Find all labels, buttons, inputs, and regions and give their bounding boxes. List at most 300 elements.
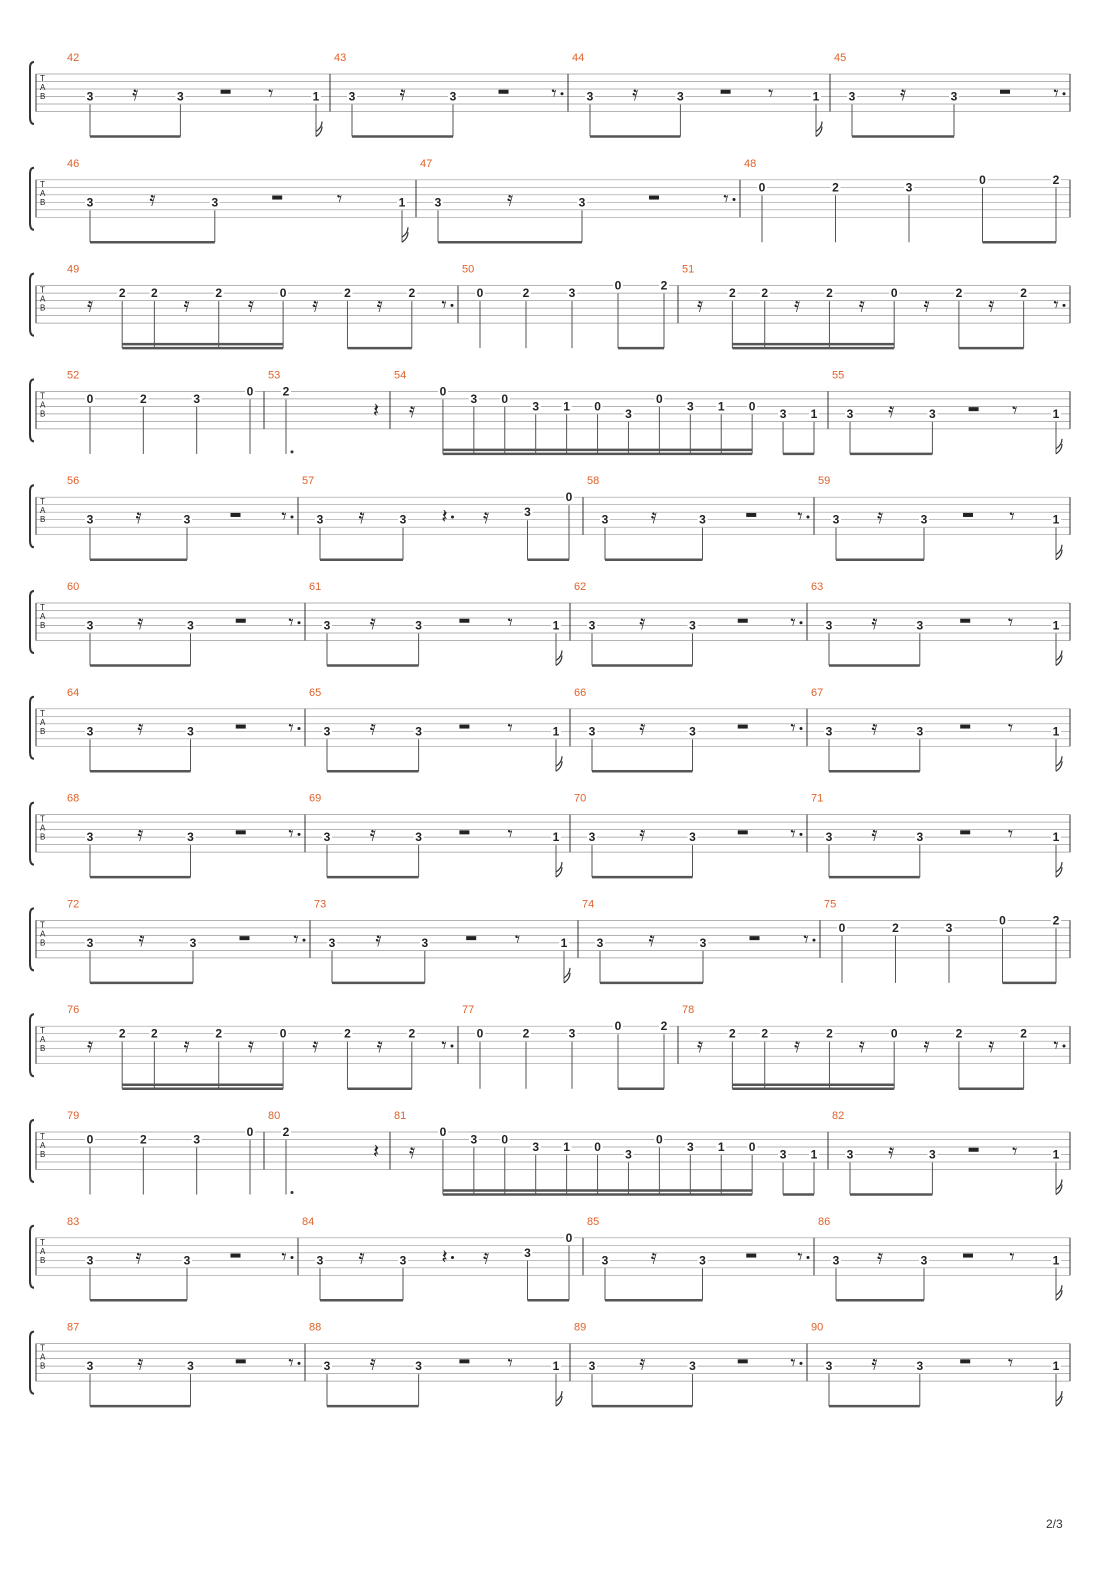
rest-symbol: 𝄾 [790,1350,796,1375]
fret-number: 3 [825,1359,833,1374]
rest-symbol: 𝄿 [135,1244,142,1269]
measure-number: 59 [818,475,831,488]
fret-number: 2 [761,286,769,301]
fret-number: 0 [979,172,986,187]
rest-symbol: 𝄾 [1012,1138,1018,1163]
measure [828,1110,1062,1195]
fret-number: 3 [929,406,936,421]
rest-symbol: 𝄿 [86,292,94,317]
measure [814,475,1062,560]
fret-number: 1 [563,1140,570,1154]
dot [1063,1044,1066,1047]
rest-symbol: 𝄿 [369,1350,376,1375]
fret-number: 3 [689,830,696,845]
dot [298,833,301,836]
rest-symbol: 𝄾 [281,1244,287,1269]
rest-symbol: 𝄾 [281,503,287,528]
tab-clef-letter: B [40,832,46,842]
system-brace [30,803,34,865]
system-brace [30,379,34,441]
fret-number: 0 [501,391,509,406]
rest-symbol: 𝄿 [888,398,895,423]
fret-number: 3 [588,830,596,845]
measure [578,898,816,983]
measure [678,1004,1066,1088]
page-number: 2/3 [1046,1517,1063,1531]
rest-symbol: 𝄿 [183,292,190,317]
dot [291,1256,294,1259]
measure [67,264,454,349]
measure [330,52,564,137]
measure-number: 60 [67,581,80,593]
measure [583,475,810,560]
fret-number: 3 [532,399,540,414]
system-brace [30,485,34,547]
fret-number: 3 [187,830,194,845]
note-flag [1056,545,1062,560]
measure-number: 80 [268,1110,281,1122]
dot [800,1362,803,1365]
rest-symbol: 𝄿 [376,292,383,317]
rest-symbol: 𝄽 [441,1244,448,1269]
tab-clef-letter: A [40,1352,46,1362]
fret-number: 3 [470,391,478,406]
fret-number: 3 [689,1359,696,1374]
fret-number: 3 [825,830,833,845]
system-brace [30,591,34,653]
note-flag [556,756,562,771]
half-rest [721,90,731,94]
rest-symbol: 𝄿 [650,503,657,528]
dot [813,939,816,942]
fret-number: 1 [810,406,818,421]
dot [298,621,301,624]
measure-number: 78 [682,1004,695,1017]
rest-symbol: 𝄾 [790,609,796,634]
measure [583,1216,810,1301]
rest-symbol: 𝄿 [312,292,319,317]
fret-number: 3 [588,724,596,739]
fret-number: 0 [890,1026,898,1041]
fret-number: 3 [832,512,840,527]
tab-clef-letter: B [40,409,46,419]
rest-symbol: 𝄾 [797,503,803,528]
fret-number: 3 [86,618,94,633]
measure [828,369,1062,454]
fret-number: 0 [246,1125,254,1139]
tab-clef-letter: B [40,303,46,313]
rest-symbol: 𝄿 [247,292,254,317]
dot [451,515,454,518]
tab-clef-letter: B [40,1150,46,1159]
fret-number: 3 [950,89,958,104]
fret-number: 3 [848,89,856,104]
measure-number: 62 [574,581,587,593]
measure [67,898,306,983]
system-brace [30,1120,34,1182]
measure-number: 49 [67,263,80,276]
fret-number: 3 [846,406,854,421]
measure-number: 88 [309,1321,322,1334]
fret-number: 3 [689,618,696,633]
fret-number: 0 [614,1019,622,1034]
tab-system [30,1216,1070,1301]
rest-symbol: 𝄿 [923,292,930,317]
rest-symbol: 𝄿 [132,80,139,105]
tab-system [30,1004,1070,1088]
measure-number: 71 [811,792,824,805]
fret-number: 2 [151,1026,158,1041]
fret-number: 1 [717,1140,725,1154]
measure [67,687,301,772]
note-flag [556,862,562,877]
fret-number: 0 [656,1132,663,1147]
tab-clef-letter: A [40,294,46,304]
note-flag [316,122,322,137]
system-brace [30,697,34,759]
measure-number: 48 [744,157,757,170]
note-flag [1056,1285,1062,1300]
measure [416,158,736,243]
fret-number: 3 [86,1359,94,1374]
measure [264,369,379,454]
tab-clef-letter: T [40,708,45,718]
rest-symbol: 𝄿 [648,927,655,952]
measure [298,1216,574,1301]
half-rest [738,830,748,834]
measure [814,1216,1062,1301]
rest-symbol: 𝄿 [358,503,365,528]
fret-number: 3 [183,1253,191,1268]
note-flag [1056,756,1062,771]
fret-number: 3 [86,830,94,845]
tab-clef-letter: A [40,506,46,516]
tab-clef-letter: A [40,400,46,410]
rest-symbol: 𝄽 [372,1138,380,1163]
rest-symbol: 𝄾 [288,821,294,846]
tab-clef-letter: T [40,1237,45,1247]
fret-number: 3 [187,618,194,633]
fret-number: 0 [86,391,94,406]
fret-number: 3 [348,89,356,104]
tab-clef-letter: B [40,621,46,630]
rest-symbol: 𝄿 [137,609,144,634]
fret-number: 3 [323,1359,331,1374]
rest-symbol: 𝄿 [988,1032,995,1057]
fret-number: 1 [1052,830,1060,845]
rest-symbol: 𝄿 [871,715,878,740]
measure [67,475,294,560]
fret-number: 3 [323,724,331,739]
fret-number: 3 [601,1253,609,1268]
measure [67,581,301,666]
tab-clef-letter: T [40,1026,45,1036]
fret-number: 0 [476,1026,484,1041]
tab-clef-letter: A [40,823,46,833]
half-rest [459,1359,469,1363]
half-rest [960,1359,970,1363]
rest-symbol: 𝄾 [790,715,796,740]
half-rest [240,936,250,940]
fret-number: 3 [686,1140,694,1154]
fret-number: 1 [1052,406,1060,421]
half-rest [963,513,973,517]
rest-symbol: 𝄾 [723,186,729,211]
fret-number: 3 [825,724,833,739]
measure-number: 57 [302,475,315,488]
fret-number: 3 [415,1359,422,1374]
fret-number: 3 [399,512,407,527]
measure-number: 56 [67,475,80,488]
measure-number: 86 [818,1215,831,1228]
dot [800,833,803,836]
measure-number: 63 [811,581,824,593]
fret-number: 2 [955,286,963,301]
measure [458,1004,669,1088]
measure-number: 74 [582,898,595,911]
fret-number: 1 [1052,1359,1060,1374]
rest-symbol: 𝄿 [312,1032,319,1057]
fret-number: 1 [552,724,560,739]
fret-number: 0 [565,490,573,505]
dot [807,1256,810,1259]
measure-number: 76 [67,1004,80,1017]
rest-symbol: 𝄾 [441,1032,447,1057]
fret-number: 3 [524,505,531,520]
rest-symbol: 𝄾 [288,1350,294,1375]
measure [67,1004,454,1088]
fret-number: 3 [415,830,422,845]
half-rest [738,1359,748,1363]
fret-number: 3 [323,618,331,633]
fret-number: 3 [920,512,928,527]
rest-symbol: 𝄿 [482,503,490,528]
fret-number: 0 [999,913,1006,928]
half-rest [231,1254,241,1258]
dot [1063,92,1066,95]
tab-clef-letter: T [40,920,45,930]
rest-symbol: 𝄿 [632,80,639,105]
rest-symbol: 𝄾 [1053,1032,1059,1057]
half-rest [236,830,246,834]
fret-number: 1 [560,935,568,950]
fret-number: 3 [449,89,457,104]
rest-symbol: 𝄿 [86,1032,94,1057]
rest-symbol: 𝄾 [803,927,809,952]
rest-symbol: 𝄿 [639,821,646,846]
rest-symbol: 𝄿 [858,1032,865,1057]
fret-number: 2 [118,286,126,301]
tab-clef-letter: B [40,197,46,207]
measure [807,687,1062,772]
measure-number: 45 [834,52,847,64]
tab-clef-letter: B [40,938,46,948]
fret-number: 2 [826,286,833,301]
dot [451,1044,454,1047]
fret-number: 3 [588,618,596,633]
measure [67,1322,301,1407]
fret-number: 0 [614,278,622,293]
fret-number: 3 [625,1147,632,1162]
fret-number: 3 [832,1253,840,1268]
fret-number: 0 [838,920,846,935]
fret-number: 2 [151,286,158,301]
rest-symbol: 𝄿 [639,1350,646,1375]
fret-number: 3 [916,724,924,739]
half-rest [969,1148,979,1152]
fret-number: 0 [86,1132,94,1147]
rest-symbol: 𝄾 [1053,292,1059,317]
tab-clef-letter: A [40,83,46,92]
measure [807,793,1062,878]
rest-symbol: 𝄿 [871,1350,878,1375]
rest-symbol: 𝄿 [408,1138,416,1163]
measure [298,475,574,560]
measure [570,1322,803,1407]
fret-number: 2 [729,1026,736,1041]
rest-symbol: 𝄾 [1009,1244,1015,1269]
half-rest [1000,90,1010,94]
fret-number: 2 [282,1125,290,1139]
fret-number: 3 [779,1147,787,1162]
dot [298,727,301,730]
fret-number: 2 [215,1026,223,1041]
fret-number: 2 [408,1026,416,1041]
measure [390,1110,819,1195]
fret-number: 3 [601,512,609,527]
fret-number: 1 [552,1359,560,1374]
rest-symbol: 𝄾 [797,1244,803,1269]
fret-number: 2 [729,286,736,301]
fret-number: 3 [415,618,422,633]
measure-number: 53 [268,369,281,382]
tab-system [30,793,1070,878]
rest-symbol: 𝄿 [650,1244,657,1269]
fret-number: 1 [398,195,406,210]
fret-number: 3 [916,1359,924,1374]
half-rest [459,830,469,834]
rest-symbol: 𝄿 [899,80,907,105]
half-rest [746,1254,756,1258]
fret-number: 2 [522,286,530,301]
fret-number: 3 [177,89,184,104]
dot [1063,304,1066,307]
fret-number: 2 [1020,286,1027,301]
tab-clef-letter: A [40,1246,46,1256]
fret-number: 1 [552,618,560,633]
rest-symbol: 𝄿 [871,821,878,846]
fret-number: 3 [846,1147,854,1162]
measure [570,581,803,666]
tab-clef-letter: A [40,1141,46,1150]
fret-number: 1 [552,830,560,845]
tab-clef-letter: T [40,1343,45,1353]
rest-symbol: 𝄾 [1007,715,1014,740]
fret-number: 3 [434,195,442,210]
rest-symbol: 𝄿 [135,503,142,528]
fret-number: 3 [316,512,324,527]
fret-number: 3 [588,1359,596,1374]
tab-clef-letter: A [40,612,46,621]
rest-symbol: 𝄿 [871,609,878,634]
fret-number: 3 [415,724,422,739]
tab-system [30,369,1070,454]
fret-number: 2 [1052,172,1060,187]
note-flag [402,227,408,242]
rest-symbol: 𝄿 [888,1138,895,1163]
measure [67,1216,294,1301]
tab-clef-letter: B [40,92,46,101]
fret-number: 1 [1052,618,1060,633]
tab-clef-letter: B [40,515,46,525]
measure-number: 65 [309,686,322,699]
half-rest [960,830,970,834]
dot [451,304,454,307]
half-rest [236,619,246,623]
fret-number: 2 [118,1026,126,1041]
fret-number: 3 [532,1140,540,1154]
dot [561,92,564,95]
rest-symbol: 𝄽 [441,503,448,528]
half-rest [960,725,970,729]
tab-clef-letter: T [40,497,45,507]
rest-symbol: 𝄿 [696,1032,704,1057]
measure-number: 67 [811,686,824,699]
rest-symbol: 𝄿 [794,292,801,317]
measure [305,581,562,666]
fret-number: 3 [586,89,594,104]
fret-number: 2 [1052,913,1060,928]
measure-number: 83 [67,1215,80,1228]
rest-symbol: 𝄾 [441,292,447,317]
fret-number: 0 [656,391,663,406]
measure-number: 75 [824,898,837,911]
tab-clef-letter: B [40,1255,46,1265]
rest-symbol: 𝄾 [507,609,513,634]
measure-number: 79 [67,1110,80,1122]
tab-clef-letter: T [40,814,45,824]
fret-number: 3 [524,1245,531,1260]
fret-number: 3 [689,724,696,739]
half-rest [969,407,979,411]
measure-number: 89 [574,1321,587,1334]
note-flag [816,122,822,137]
fret-number: 0 [246,384,254,399]
measure-number: 66 [574,686,587,699]
system-brace [30,1332,34,1394]
half-rest [960,619,970,623]
measure-number: 47 [420,157,433,170]
rest-symbol: 𝄾 [1007,1350,1014,1375]
rest-symbol: 𝄿 [506,186,514,211]
fret-number: 0 [476,286,484,301]
dot [800,621,803,624]
half-rest [459,619,469,623]
tab-system [30,581,1070,666]
measure-number: 73 [314,898,327,911]
rest-symbol: 𝄿 [183,1032,190,1057]
rest-symbol: 𝄽 [372,398,380,423]
fret-number: 0 [594,1140,601,1154]
measure-number: 43 [334,52,347,64]
half-rest [746,513,756,517]
measure [740,158,1061,243]
fret-number: 2 [139,391,147,406]
half-rest [750,936,760,940]
tab-system [30,898,1070,983]
rest-symbol: 𝄿 [369,609,376,634]
fret-number: 3 [323,830,331,845]
